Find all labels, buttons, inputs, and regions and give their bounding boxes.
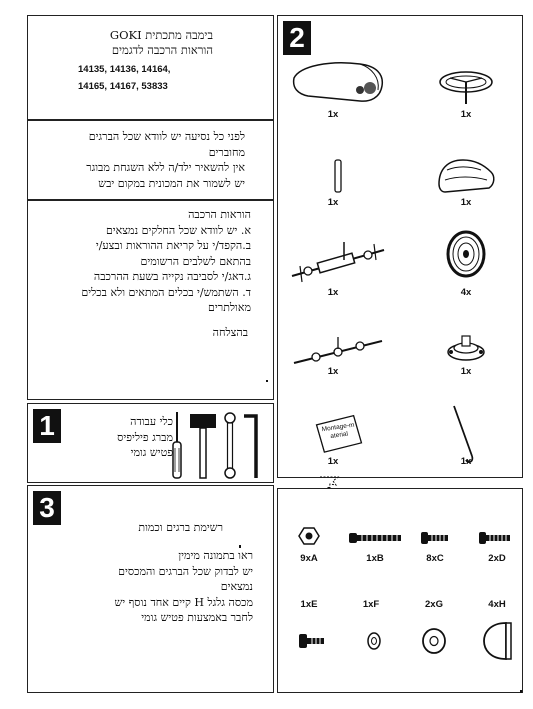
stray-mark bbox=[266, 380, 268, 382]
step1-number: 1 bbox=[33, 409, 61, 443]
stray-mark bbox=[520, 690, 522, 693]
step3-box bbox=[27, 485, 274, 693]
pin-icon bbox=[333, 158, 343, 194]
allen-key-icon bbox=[241, 412, 261, 480]
stray-mark bbox=[239, 545, 241, 548]
small-bolt-icon bbox=[298, 633, 326, 649]
step3-text: ראו בתמונה מימין יש לבדוק שכל הברגים והמכסים נמצאים מכסה גלגל H קיים אחד נוסף יש לחבר באמצעות פטיש גומי bbox=[114, 549, 253, 624]
qty-seat: 1x bbox=[460, 197, 472, 208]
long-bolt-icon bbox=[348, 531, 402, 545]
model-codes: 14135, 14136, 14164, 14165, 14167, 53833 bbox=[78, 64, 171, 92]
hub-cap-icon bbox=[480, 619, 514, 663]
washer-icon bbox=[366, 631, 382, 651]
hardware-label-a: 9xA bbox=[300, 553, 318, 564]
header-box bbox=[27, 15, 274, 120]
steering-wheel-icon bbox=[436, 68, 496, 108]
front-axle-assembly-icon bbox=[288, 236, 388, 286]
qty-rear-axle: 1x bbox=[327, 366, 339, 377]
step2-box bbox=[277, 15, 523, 478]
large-washer-icon bbox=[421, 627, 447, 655]
step1-box bbox=[27, 403, 274, 483]
hardware-label-f: 1xF bbox=[362, 599, 380, 610]
qty-mounting-material: 1x bbox=[327, 456, 339, 467]
screwdriver-icon bbox=[170, 412, 184, 480]
step3-number: 3 bbox=[33, 491, 61, 525]
short-screw-icon bbox=[420, 531, 450, 545]
wrench-icon bbox=[223, 412, 237, 480]
qty-steering-wheel: 1x bbox=[460, 109, 472, 120]
rear-axle-icon bbox=[290, 331, 386, 371]
hardware-label-e: 1xE bbox=[300, 599, 318, 610]
step3-title: רשימת ברגים וכמות bbox=[138, 521, 223, 534]
hardware-label-c: 8xC bbox=[426, 553, 444, 564]
qty-steering-base: 1x bbox=[460, 366, 472, 377]
wheel-icon bbox=[443, 228, 489, 280]
nut-icon bbox=[298, 526, 320, 546]
qty-wheel: 4x bbox=[460, 287, 472, 298]
screw-icon bbox=[478, 531, 512, 545]
instructions-text: הוראות הרכבה א. יש לוודא שכל החלקים נמצאים ב.הקפד/י על קריאת ההוראות ובצע/י בהתאם לשלבים הרשומים ג.דאג/י לסביבה נקייה בשעת ההרכבה ד. השתמש/י בכלים המתאים ולא בכלים מאולתרים bbox=[81, 208, 251, 314]
qty-pin: 1x bbox=[327, 197, 339, 208]
product-title: בימבה מתכתית GOKI bbox=[109, 28, 213, 42]
warning-box bbox=[27, 120, 274, 200]
qty-car-body: 1x bbox=[327, 109, 339, 120]
mounting-material-label: Montage-material bbox=[321, 421, 355, 441]
qty-front-axle: 1x bbox=[327, 287, 339, 298]
seat-icon bbox=[433, 154, 499, 198]
rubber-mallet-icon bbox=[188, 412, 218, 480]
hardware-label-h: 4xH bbox=[488, 599, 506, 610]
car-body-icon bbox=[290, 56, 386, 106]
hardware-label-g: 2xG bbox=[425, 599, 443, 610]
instructions-for-models: הוראות הרכבה לדגמים bbox=[111, 43, 213, 57]
hardware-box bbox=[277, 488, 523, 693]
closing-text: בהצלחה bbox=[212, 326, 248, 339]
steering-base-icon bbox=[443, 334, 489, 364]
hardware-label-b: 1xB bbox=[366, 553, 384, 564]
qty-steering-rod: 1x bbox=[460, 456, 472, 467]
hardware-label-d: 2xD bbox=[488, 553, 506, 564]
step2-number: 2 bbox=[283, 21, 311, 55]
warning-text: לפני כל נסיעה יש לוודא שכל הברגים מחוברים אין להשאיר ילד/ה ללא השגחת מבוגר יש לשמור את המכונית במקום יבש bbox=[86, 130, 245, 190]
instructions-box bbox=[27, 200, 274, 400]
mounting-material-bag-icon bbox=[312, 413, 365, 455]
tools-text: כלי עבודה מברג פיליפיס פטיש גומי bbox=[117, 415, 173, 459]
